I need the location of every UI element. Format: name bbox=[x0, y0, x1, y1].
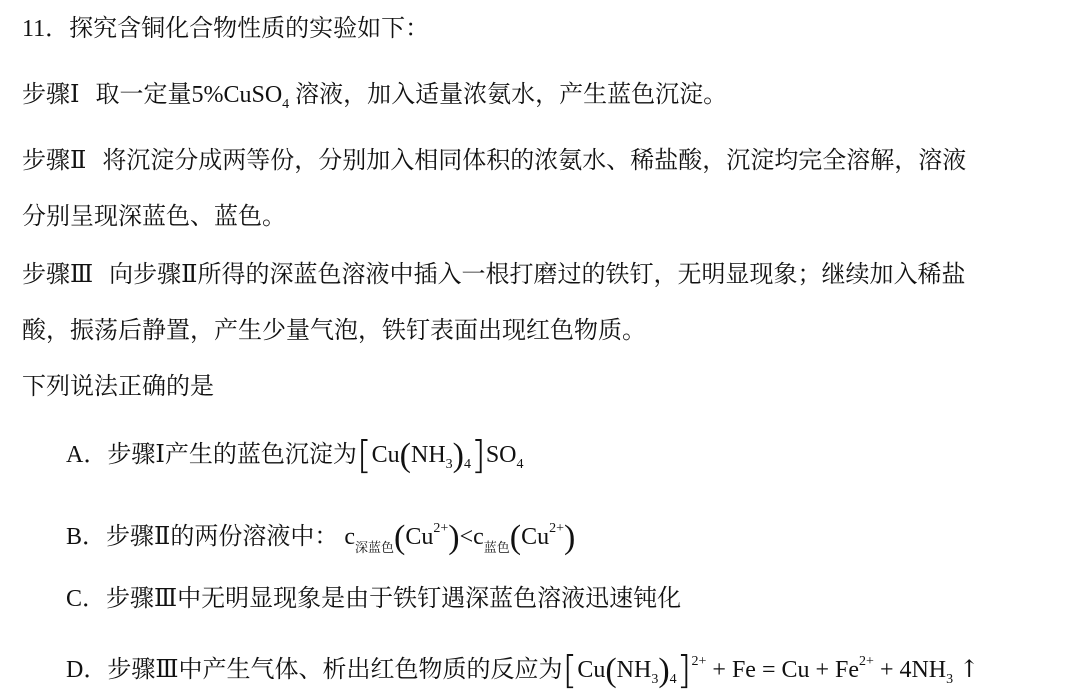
option-b[interactable] bbox=[66, 513, 575, 565]
d-cu: Cu bbox=[577, 657, 606, 683]
b-paren-left-2: ( bbox=[509, 519, 522, 556]
less-than: < bbox=[459, 524, 474, 550]
step-3-text: 向步骤Ⅱ所得的深蓝色溶液中插入一根打磨过的铁钉，无明显现象；继续加入稀盐 bbox=[109, 260, 966, 288]
option-d[interactable] bbox=[66, 646, 979, 696]
d-tail-sub: 3 bbox=[946, 672, 954, 687]
option-b-letter: B． bbox=[66, 524, 107, 550]
step-2-label: 步骤Ⅱ bbox=[22, 146, 87, 174]
step-1 bbox=[22, 78, 727, 121]
b-paren-right-1: ) bbox=[448, 519, 460, 556]
d-paren-left: ( bbox=[605, 652, 617, 689]
option-d-text: 步骤Ⅲ中产生气体、析出红色物质的反应为 bbox=[107, 655, 563, 683]
b-cu-1: Cu bbox=[405, 524, 434, 550]
formula-bracket-left: [ bbox=[356, 433, 372, 477]
d-nh-sub: 3 bbox=[651, 672, 659, 687]
option-c-letter: C． bbox=[66, 586, 107, 612]
step-3-label: 步骤Ⅲ bbox=[22, 260, 94, 288]
conc-c1-sub: 深蓝色 bbox=[354, 541, 394, 556]
step-3-text-cont: 酸，振荡后静置，产生少量气泡，铁钉表面出现红色物质。 bbox=[22, 316, 646, 344]
question-title bbox=[22, 12, 429, 45]
d-count-sub: 4 bbox=[669, 672, 677, 687]
d-complex-charge: 2+ bbox=[691, 654, 707, 669]
option-d-letter: D． bbox=[66, 657, 108, 683]
step-1-label: 步骤Ⅰ bbox=[22, 80, 80, 108]
d-bracket-left: [ bbox=[562, 648, 578, 692]
d-fe-charge: 2+ bbox=[859, 654, 874, 669]
step-2-continued bbox=[22, 200, 286, 232]
formula-paren-right: ) bbox=[452, 437, 464, 474]
step-1-conc: 5%CuSO bbox=[191, 82, 283, 108]
option-c[interactable] bbox=[66, 582, 681, 615]
step-1-text-a: 取一定量 bbox=[95, 80, 192, 108]
formula-so: SO bbox=[485, 442, 517, 468]
d-bracket-right: ] bbox=[676, 648, 692, 692]
b-charge-2: 2+ bbox=[549, 521, 565, 536]
step-3-continued bbox=[22, 314, 646, 346]
d-equation-tail: + 4NH bbox=[879, 657, 947, 683]
step-1-text-b: 溶液，加入适量浓氨水，产生蓝色沉淀。 bbox=[295, 80, 728, 108]
step-2-text: 将沉淀分成两等份，分别加入相同体积的浓氨水、稀盐酸，沉淀均完全溶解，溶液 bbox=[102, 146, 967, 174]
d-equation-mid: + Fe = Cu + Fe bbox=[712, 657, 860, 683]
option-a-letter: A． bbox=[66, 442, 108, 468]
option-c-text: 步骤Ⅲ中无明显现象是由于铁钉遇深蓝色溶液迅速钝化 bbox=[106, 584, 682, 612]
formula-nh: NH bbox=[411, 442, 446, 468]
option-a-text: 步骤Ⅰ产生的蓝色沉淀为 bbox=[107, 440, 357, 468]
question-number: 11． bbox=[22, 16, 70, 42]
prompt-text: 下列说法正确的是 bbox=[22, 372, 214, 400]
question-title-text: 探究含铜化合物性质的实验如下： bbox=[69, 14, 430, 42]
step-2-text-cont: 分别呈现深蓝色、蓝色。 bbox=[22, 202, 286, 230]
formula-so-sub: 4 bbox=[516, 457, 524, 472]
formula-count-sub: 4 bbox=[464, 457, 471, 472]
step-2 bbox=[22, 144, 966, 176]
conc-c1: c bbox=[344, 524, 355, 550]
step-3 bbox=[22, 258, 965, 290]
b-paren-left-1: ( bbox=[394, 519, 406, 556]
gas-arrow-icon: ↑ bbox=[959, 655, 980, 683]
formula-nh-sub: 3 bbox=[445, 457, 453, 472]
option-b-text: 步骤Ⅱ的两份溶液中： bbox=[106, 522, 339, 550]
b-cu-2: Cu bbox=[521, 524, 550, 550]
d-nh: NH bbox=[616, 657, 652, 683]
step-1-conc-sub: 4 bbox=[282, 97, 290, 112]
b-paren-right-2: ) bbox=[564, 519, 576, 556]
d-paren-right: ) bbox=[658, 652, 670, 689]
conc-c2: c bbox=[473, 524, 484, 550]
formula-bracket-right: ] bbox=[471, 433, 486, 477]
formula-paren-left: ( bbox=[399, 437, 411, 474]
conc-c2-sub: 蓝色 bbox=[483, 541, 510, 556]
question-prompt bbox=[22, 370, 214, 402]
option-a[interactable] bbox=[66, 433, 524, 481]
b-charge-1: 2+ bbox=[433, 521, 449, 536]
formula-cu: Cu bbox=[371, 442, 400, 468]
